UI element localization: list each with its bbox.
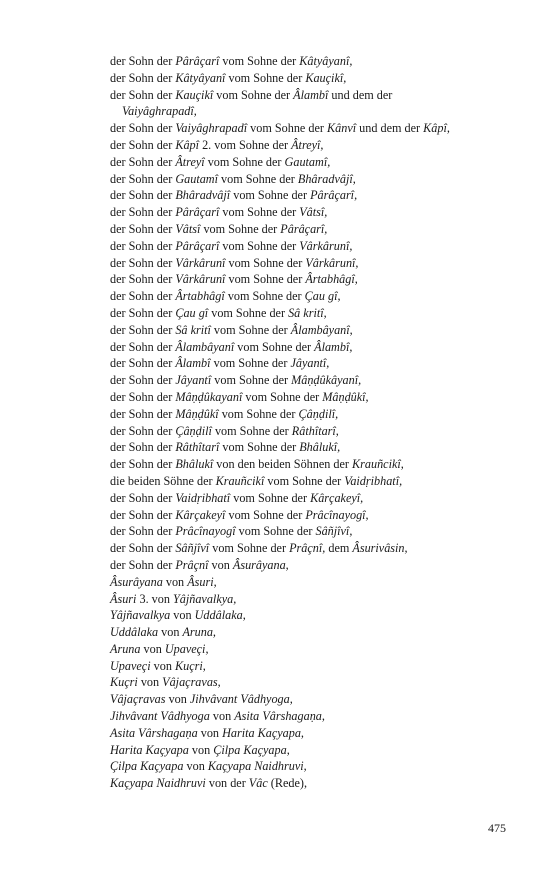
text-run: der Sohn der [110,305,176,320]
text-run: vom Sohne der [225,255,306,270]
text-run: der Sohn der [110,490,176,505]
text-run: der Sohn der [110,87,176,102]
text-line [110,758,520,775]
text-line [110,187,520,204]
text-run: 3. von [136,591,173,606]
italic-name: Mâṇḍûkayanî [175,389,243,404]
text-run: der Sohn der [110,322,176,337]
text-line [110,204,520,221]
italic-name: Prâcînayogî [175,524,236,539]
italic-name: Yâjñavalkya [110,608,171,623]
italic-name: Mâṇḍûkî, [322,389,369,404]
text-line [110,624,520,641]
italic-name: Vâtsî, [299,205,328,220]
italic-name: Gautamî, [284,154,331,169]
italic-name: Vâjaçravas [110,692,166,707]
italic-name: Yâjñavalkya, [172,591,237,606]
italic-name: Pârâçarî [175,238,220,253]
text-run: der Sohn der [110,339,176,354]
text-run: von [137,675,163,690]
text-run: vom Sohne der [219,54,300,68]
text-line [110,456,520,473]
italic-name: Harita Kaçyapa [110,742,189,757]
text-line [110,591,520,608]
italic-name: Âlambâyanî, [290,322,353,337]
italic-name: Krauñcikî, [352,457,404,472]
italic-name: Kâtyâyanî, [299,54,353,68]
italic-name: Jihvâvant Vâdhyoga, [189,692,293,707]
italic-name: Bhâlukî, [299,440,341,455]
italic-name: Bhâradvâjî [175,188,231,203]
italic-name: Vaidṛibhatî, [344,473,403,488]
italic-name: Aruna [110,641,141,656]
italic-name: Âsurivâsin, [352,541,408,556]
text-run: vom Sohne der [225,272,306,287]
text-run: von [183,759,208,774]
italic-name: Uddâlaka [110,625,159,640]
text-run: von [208,557,233,572]
italic-name: Aruna, [182,625,216,640]
italic-name: Mâṇḍûkâyanî, [291,373,362,388]
text-line [110,339,520,356]
text-line [110,775,520,792]
text-line [110,742,520,759]
italic-name: Âlambî [293,87,329,102]
text-line [110,137,520,154]
text-run: der Sohn der [110,272,176,287]
text-run: vom Sohne der [242,389,323,404]
text-run: der Sohn der [110,557,176,572]
text-run: der Sohn der [110,154,176,169]
italic-name: Gautamî [175,171,218,186]
text-run: der Sohn der [110,255,176,270]
text-run: vom Sohne der [204,154,285,169]
italic-name: Vârkârunî [175,272,226,287]
italic-name: Vâjaçravas, [162,675,221,690]
text-line [110,355,520,372]
text-run: der Sohn der [110,121,176,136]
text-line [110,288,520,305]
italic-name: Kânvî [327,121,357,136]
text-line [110,372,520,389]
text-run: vom Sohne der [211,373,292,388]
text-run: vom Sohne der [219,238,300,253]
italic-name: Asita Vârshagaṇa [110,725,198,740]
italic-name: Vâtsî [175,221,201,236]
italic-name: Âlambî, [314,339,353,354]
text-line [110,708,520,725]
text-run: von [162,574,188,589]
italic-name: Sâñjîvî [175,541,210,556]
text-run: der Sohn der [110,238,176,253]
text-run: der Sohn der [110,221,176,236]
text-run: (Rede), [267,776,308,791]
italic-name: Kuçri [110,675,138,690]
text-line [110,406,520,423]
italic-name: Âsurâyana [110,574,163,589]
text-run: der Sohn der [110,54,176,68]
text-run: die beiden Söhne der [110,473,216,488]
text-run: vom Sohne der [224,289,305,304]
italic-name: Çau gî, [304,289,341,304]
text-run: von [140,641,165,656]
italic-name: Vârkârunî [175,255,226,270]
text-run: vom Sohne der [235,524,316,539]
italic-name: Upaveçi [110,658,151,673]
text-run: der Sohn der [110,507,176,522]
text-run: vom Sohne der [211,423,292,438]
text-line [110,53,520,70]
text-run: von [209,709,235,724]
italic-name: Âsuri, [187,574,217,589]
italic-name: Âtreyî [175,154,205,169]
italic-name: Vârkârunî, [305,255,359,270]
italic-name: Ârtabhâgî [175,289,225,304]
text-run: vom Sohne der [225,70,306,85]
italic-name: Mâṇḍûkî [175,406,219,421]
text-run: vom Sohne der [209,541,290,556]
text-run: von den beiden Söhnen der [213,457,353,472]
text-line [110,607,520,624]
italic-name: Vaiyâghrapadî [175,121,248,136]
text-run: von [158,625,183,640]
text-line [110,238,520,255]
text-line [110,87,520,104]
italic-name: Uddâlaka, [194,608,246,623]
text-line [110,271,520,288]
italic-name: Âsurâyana, [232,557,289,572]
italic-name: Jâyantî, [290,356,330,371]
text-run: vom Sohne der [210,356,291,371]
text-line [110,154,520,171]
text-run: vom Sohne der [234,339,315,354]
italic-name: Krauñcikî [215,473,265,488]
italic-name: Pârâçarî, [310,188,358,203]
italic-name: Vaidṛibhatî [175,490,231,505]
text-run: vom Sohne der [264,473,345,488]
italic-name: Vârkârunî, [299,238,353,253]
italic-name: Kâtyâyanî [175,70,226,85]
text-run: vom Sohne der [218,406,299,421]
text-run: vom Sohne der [230,490,311,505]
text-run: der Sohn der [110,70,176,85]
text-run: der Sohn der [110,137,176,152]
italic-name: Kârçakeyî [175,507,226,522]
text-line [110,523,520,540]
text-line [110,674,520,691]
italic-name: Upaveçi, [164,641,209,656]
text-line [110,557,520,574]
text-run: von [165,692,190,707]
text-run: vom Sohne der [210,322,291,337]
text-line [110,540,520,557]
text-run: der Sohn der [110,188,176,203]
page-number: 475 [488,821,506,835]
italic-name: Harita Kaçyapa, [222,725,304,740]
italic-name: Kâpî, [423,121,450,136]
text-line [110,305,520,322]
italic-name: Râthîtarî [175,440,220,455]
text-line [110,641,520,658]
italic-name: Kaçyapa Naidhruvi [110,776,206,791]
italic-name: Bhâlukî [175,457,214,472]
text-line [110,574,520,591]
text-run: der Sohn der [110,541,176,556]
italic-name: Kuçri, [174,658,206,673]
text-run: vom Sohne der [219,205,300,220]
text-run: dem [325,541,353,556]
italic-name: Pârâçarî, [280,221,328,236]
text-run: vom Sohne der [247,121,327,136]
italic-name: Prâcînayogî, [305,507,369,522]
text-line [110,725,520,742]
italic-name: Sâñjîvî, [315,524,353,539]
text-line [110,691,520,708]
text-run: der Sohn der [110,289,176,304]
text-run: von der [205,776,249,791]
italic-name: Ârtabhâgî, [305,272,358,287]
italic-name: Sâ kritî [175,322,211,337]
italic-name: Sâ kritî, [288,305,327,320]
italic-name: Jihvâvant Vâdhyoga [110,709,210,724]
text-run: von [188,742,214,757]
text-run: und dem der [356,121,424,136]
text-run: und dem der [328,87,393,102]
italic-name: Pârâçarî [175,54,220,68]
text-line [110,507,520,524]
text-line [110,103,520,120]
italic-name: Kaçyapa Naidhruvi, [207,759,307,774]
text-run: der Sohn der [110,440,176,455]
text-line [110,221,520,238]
text-run: vom Sohne der [200,221,281,236]
italic-name: Jâyantî [175,373,212,388]
text-line [110,255,520,272]
text-run: der Sohn der [110,171,176,186]
italic-name: Vaiyâghrapadî, [122,104,197,119]
italic-name: Prâçnî [175,557,209,572]
italic-name: Kauçikî [175,87,214,102]
italic-name: Bhâradvâjî, [297,171,356,186]
text-line [110,658,520,675]
text-line [110,490,520,507]
text-run: vom Sohne der [225,507,306,522]
italic-name: Çilpa Kaçyapa [110,759,184,774]
text-run: von [197,725,223,740]
text-run: vom Sohne der [213,87,294,102]
text-line [110,423,520,440]
italic-name: Âlambâyanî [175,339,235,354]
text-line [110,439,520,456]
text-run: vom Sohne der [208,305,289,320]
italic-name: Râthîtarî, [291,423,339,438]
text-run: vom Sohne der [230,188,311,203]
text-run: vom Sohne der [219,440,300,455]
text-run: vom Sohne der [217,171,298,186]
italic-name: Vâc [248,776,268,791]
text-line [110,171,520,188]
text-line [110,389,520,406]
italic-name: Asita Vârshagaṇa, [234,709,325,724]
italic-name: Kâpî [175,137,200,152]
text-run: der Sohn der [110,373,176,388]
text-line [110,322,520,339]
text-body [110,53,520,792]
italic-name: Çau gî [175,305,209,320]
text-line [110,473,520,490]
italic-name: Pârâçarî [175,205,220,220]
text-run: der Sohn der [110,457,176,472]
text-run: 2. vom Sohne der [199,137,292,152]
text-line [110,120,520,137]
italic-name: Çilpa Kaçyapa, [213,742,290,757]
italic-name: Kârçakeyî, [310,490,364,505]
text-run: der Sohn der [110,356,176,371]
text-run: von [150,658,175,673]
italic-name: Kauçikî, [305,70,347,85]
italic-name: Âlambî [175,356,211,371]
text-line [110,70,520,87]
text-run: der Sohn der [110,423,176,438]
italic-name: Çâṇḍilî, [298,406,339,421]
italic-name: Âtreyî, [291,137,324,152]
italic-name: Âsuri [110,591,137,606]
text-run: von [170,608,195,623]
text-run: der Sohn der [110,524,176,539]
italic-name: Prâçnî, [289,541,326,556]
text-run: der Sohn der [110,406,176,421]
text-run: der Sohn der [110,205,176,220]
text-run: der Sohn der [110,389,176,404]
italic-name: Çâṇḍilî [175,423,212,438]
